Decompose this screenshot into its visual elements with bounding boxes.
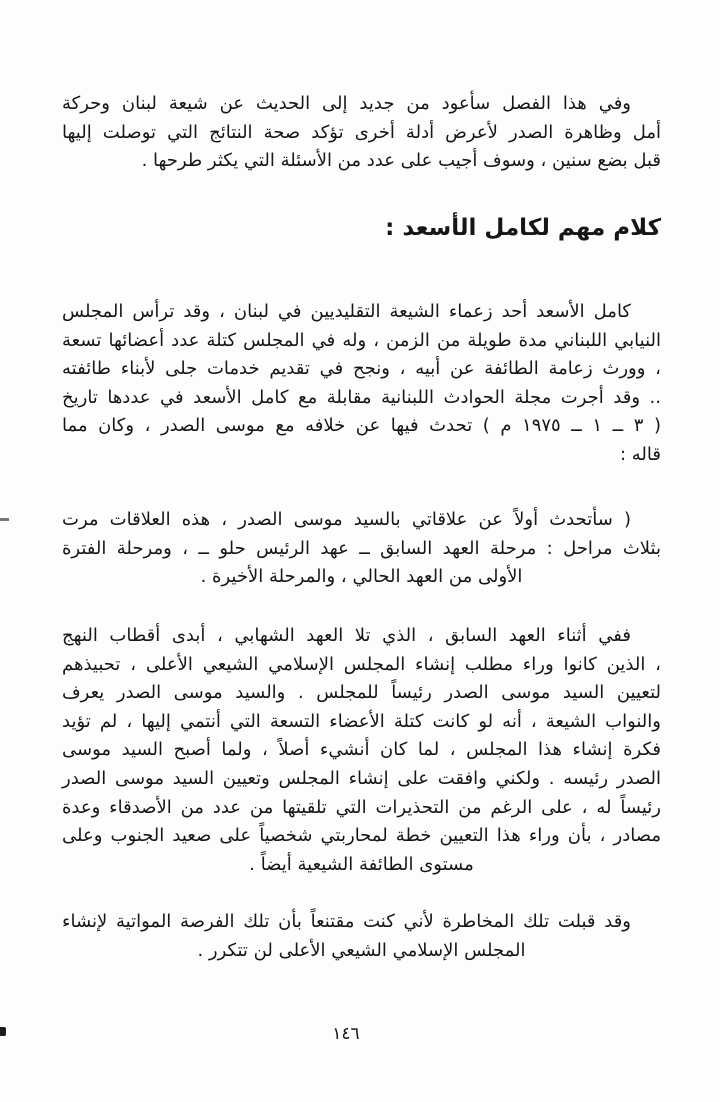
section-heading: كلام مهم لكامل الأسعد : bbox=[385, 215, 661, 241]
text-line: والنواب الشيعة ، أنه لو كانت كتلة الأعضاء التسعة التي أنتمي إليها ، لم تؤيد bbox=[62, 710, 661, 732]
text-line: ( ٣ ــ ١ ــ ١٩٧٥ م ) تحدث فيها عن خلافه مع موسى الصدر ، وكان مما bbox=[62, 415, 661, 437]
paragraph-quote-relations-stages bbox=[62, 506, 661, 592]
text-line: النيابي اللبناني مدة طويلة من الزمن ، وله في المجلس كتلة عدد أعضائها تسعة bbox=[62, 329, 661, 351]
text-line: أمل وظاهرة الصدر لأعرض أدلة أخرى تؤكد صحة النتائج التي توصلت إليها bbox=[62, 121, 661, 143]
text-line: .. وقد أجرت مجلة الحوادث اللبنانية مقابلة مع كامل الأسعد في عددها تاريخ bbox=[62, 386, 661, 408]
text-line: رئيساً له ، على الرغم من التحذيرات التي تلقيتها من عدد من الأصدقاء وعدة bbox=[62, 796, 661, 818]
paragraph-quote-risk-accepted bbox=[62, 908, 661, 965]
text-line: المجلس الإسلامي الشيعي الأعلى لن تتكرر . bbox=[197, 939, 526, 961]
scan-artifact-dash bbox=[0, 518, 9, 521]
scan-artifact-blob bbox=[0, 1027, 6, 1036]
text-line: مصادر ، بأن وراء هذا التعيين خطة لمحاربتي شخصياً على صعيد الجنوب وعلى bbox=[62, 825, 661, 847]
text-line: الأولى من العهد الحالي ، والمرحلة الأخيرة . bbox=[200, 566, 523, 588]
text-line: قاله : bbox=[619, 443, 661, 465]
text-line: مستوى الطائفة الشيعية أيضاً . bbox=[249, 853, 474, 875]
paragraph-kamel-alasaad-intro bbox=[62, 298, 661, 470]
text-line: بثلاث مراحل : مرحلة العهد السابق ــ عهد الرئيس حلو ــ ، ومرحلة الفترة bbox=[62, 537, 661, 559]
paragraph-quote-previous-era bbox=[62, 622, 661, 879]
text-line: وفي هذا الفصل سأعود من جديد إلى الحديث عن شيعة لبنان وحركة bbox=[62, 93, 631, 114]
paragraph-intro bbox=[62, 90, 661, 176]
text-line: الصدر رئيسه . ولكني وافقت على إنشاء المجلس وتعيين السيد موسى الصدر bbox=[62, 767, 661, 789]
page-number: ١٤٦ bbox=[332, 1024, 360, 1044]
text-line: ، الذين كانوا وراء مطلب إنشاء المجلس الإسلامي الشيعي الأعلى ، تحبيذهم bbox=[62, 653, 661, 675]
text-line: ففي أثناء العهد السابق ، الذي تلا العهد الشهابي ، أبدى أقطاب النهج bbox=[62, 625, 631, 646]
text-line: ( سأتحدث أولاً عن علاقاتي بالسيد موسى الصدر ، هذه العلاقات مرت bbox=[62, 509, 631, 530]
text-line: كامل الأسعد أحد زعماء الشيعة التقليديين في لبنان ، وقد ترأس المجلس bbox=[62, 301, 631, 322]
text-line: لتعيين السيد موسى الصدر رئيساً للمجلس . والسيد موسى الصدر يعرف bbox=[62, 682, 661, 704]
text-line: فكرة إنشاء هذا المجلس ، لما كان أنشيء أصلاً ، ولما أصبح السيد موسى bbox=[62, 739, 661, 761]
text-line: وقد قبلت تلك المخاطرة لأني كنت مقتنعاً بأن تلك الفرصة المواتية لإنشاء bbox=[62, 911, 631, 932]
text-line: ، وورث زعامة الطائفة عن أبيه ، ونجح في تقديم خدمات جلى لأبناء طائفته bbox=[62, 358, 661, 380]
text-line: قبل بضع سنين ، وسوف أجيب على عدد من الأسئلة التي يكثر طرحها . bbox=[141, 150, 661, 172]
